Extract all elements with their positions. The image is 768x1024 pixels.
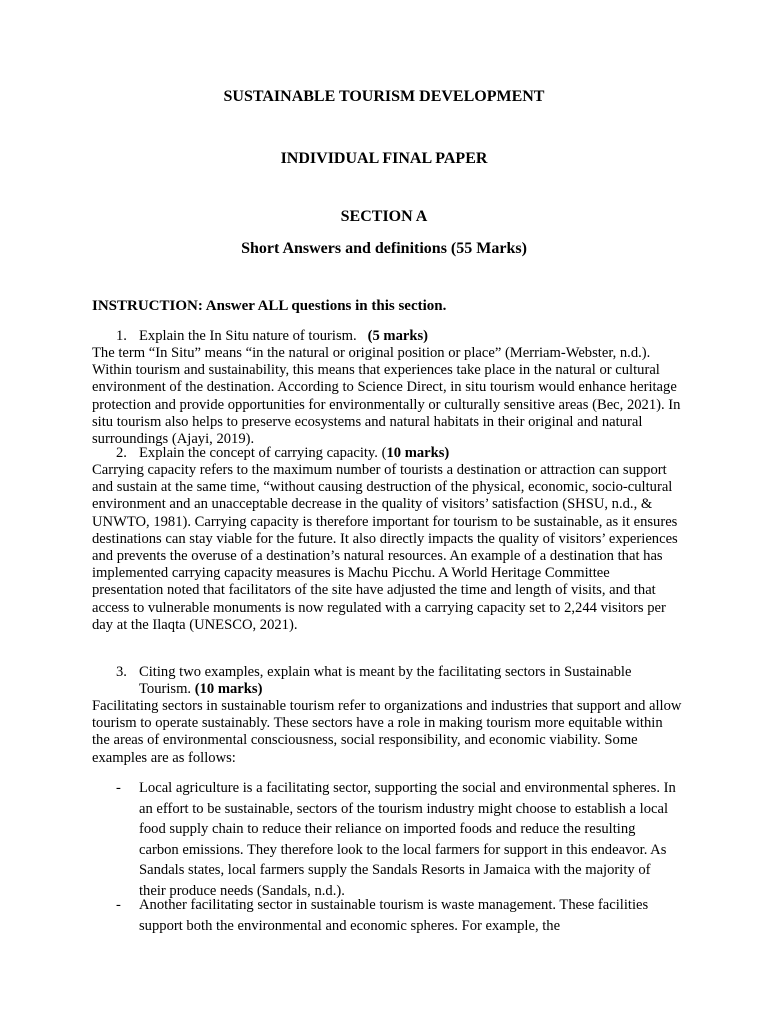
bullet-marker: -	[116, 780, 121, 796]
bullet-text: Another facilitating sector in sustainable tourism is waste management. These facilities support both the environmental and economic spheres. For example, the	[139, 897, 649, 934]
course-title: SUSTAINABLE TOURISM DEVELOPMENT	[223, 88, 545, 105]
answer-3: Facilitating sectors in sustainable tourism refer to organizations and industries that support and allow tourism to operate sustainably. These sectors have a role in making tourism more equitable within the areas of environmental consciousness, social responsibility, and economic viability. Some examples are as follows:	[92, 698, 682, 766]
bullet-item	[116, 778, 676, 902]
question-marks: 10 marks)	[386, 445, 450, 461]
question-number: 1.	[116, 328, 127, 344]
answer-2: Carrying capacity refers to the maximum number of tourists a destination or attraction can support and sustain at the same time, “without causing destruction of the physical, economic, socio-cultural environment and an unacceptable decrease in the quality of visitors’ satisfaction (SHSU, n.d., & UNWTO, 1981). Carrying capacity is therefore important for tourism to be sustainable, as it ensures destinations can stay viable for the future. It also directly impacts the quality of visitors’ experiences and prevents the overuse of a destination’s natural resources. An example of a destination that has implemented carrying capacity measures is Machu Picchu. A World Heritage Committee presentation noted that facilitators of the site have adjusted the time and length of visits, and that access to vulnerable monuments is now regulated with a carrying capacity set to 2,244 visitors per day at the Ilaqta (UNESCO, 2021).	[92, 462, 678, 633]
bullet-marker: -	[116, 897, 121, 913]
bullet-text: Local agriculture is a facilitating sector, supporting the social and environmental spheres. In an effort to be sustainable, sectors of the tourism industry might choose to establish a local food supply chain to reduce their reliance on imported foods and reduce the resulting carbon emissions. They therefore look to the local farmers for support in this endeavor. As Sandals states, local farmers supply the Sandals Resorts in Jamaica with the majority of their produce needs (Sandals, n.d.).	[139, 780, 676, 899]
question-2	[116, 445, 676, 462]
question-marks: (10 marks)	[194, 681, 263, 698]
question-text: Citing two examples, explain what is meant by the facilitating sectors in Sustainable Tourism.	[139, 664, 632, 698]
question-number: 3.	[116, 664, 127, 680]
question-text: Explain the In Situ nature of tourism.	[139, 328, 357, 344]
answer-1: The term “In Situ” means “in the natural or original position or place” (Merriam-Webster, n.d.). Within tourism and sustainability, this means that experiences take place in the natural or cultural environment of the destination. According to Science Direct, in situ tourism would enhance heritage protection and provide opportunities for environmentally or culturally sensitive areas (Bec, 2021). In situ tourism also helps to preserve ecosystems and natural habitats in their original and natural surroundings (Ajayi, 2019).	[92, 345, 681, 448]
question-3	[116, 664, 676, 698]
paper-title: INDIVIDUAL FINAL PAPER	[280, 150, 488, 167]
question-marks: (5 marks)	[367, 328, 429, 344]
question-1	[116, 328, 676, 345]
section-title: SECTION A	[340, 208, 428, 225]
question-number: 2.	[116, 445, 127, 461]
instruction: INSTRUCTION: Answer ALL questions in this section.	[92, 298, 447, 314]
section-subtitle: Short Answers and definitions (55 Marks)	[241, 240, 527, 257]
question-text: Explain the concept of carrying capacity. (	[139, 445, 387, 461]
bullet-item	[116, 895, 676, 936]
